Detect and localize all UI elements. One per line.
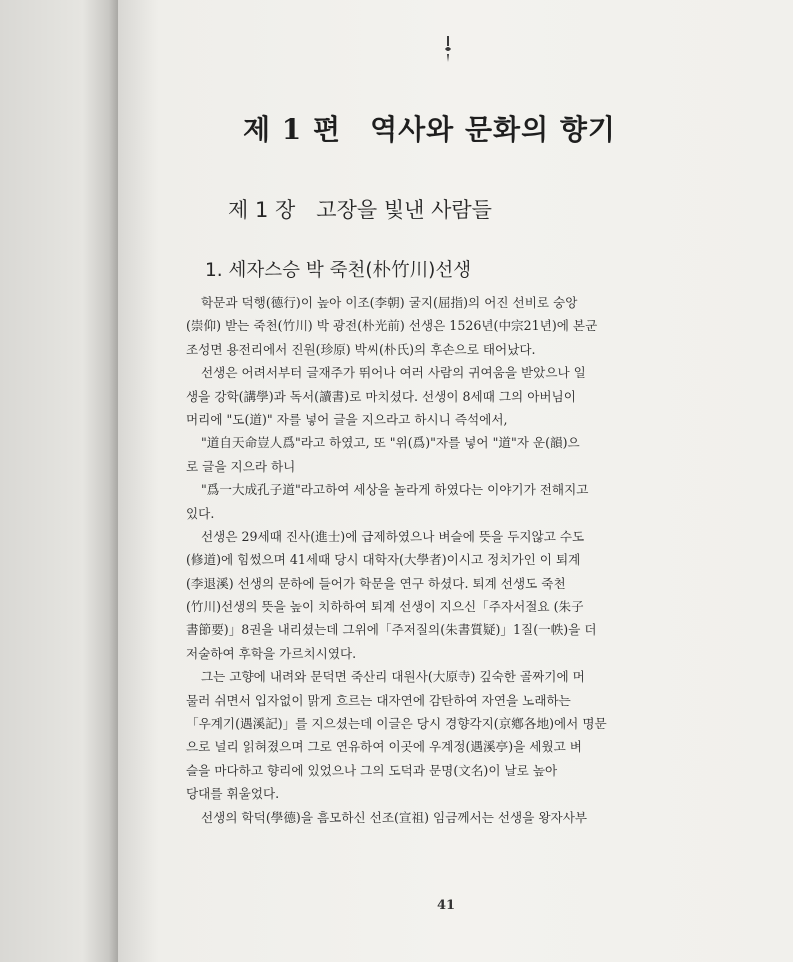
body-line: 생을 강학(講學)과 독서(讀書)로 마치셨다. 선생이 8세때 그의 아버님이	[186, 388, 576, 404]
chapter-title: 제 1 장 고장을 빛낸 사람들	[228, 198, 492, 222]
body-line: 조성면 용전리에서 진원(珍原) 박씨(朴氏)의 후손으로 태어났다.	[186, 341, 536, 357]
body-line: 학문과 덕행(德行)이 높아 이조(李朝) 굴지(屈指)의 어진 선비로 숭앙	[201, 295, 578, 310]
ink-mark	[443, 34, 453, 64]
part-title: 제 1 편 역사와 문화의 향기	[243, 113, 616, 146]
body-line: 선생은 어려서부터 글재주가 뛰어나 여러 사람의 귀여움을 받았으나 일	[201, 365, 586, 381]
body-line: 슬을 마다하고 향리에 있었으나 그의 도덕과 문명(文名)이 날로 높아	[186, 762, 558, 778]
body-line: 書節要)」8권을 내리셨는데 그위에「주저질의(朱書質疑)」1질(一帙)을 더	[186, 622, 597, 638]
body-line: 로 글을 지으라 하니	[186, 458, 296, 474]
body-line: 당대를 휘울었다.	[186, 786, 280, 802]
body-line: 저술하여 후학을 가르치시였다.	[186, 645, 357, 661]
section-title: 1. 세자스승 박 죽천(朴竹川)선생	[205, 260, 472, 281]
page-number: 41	[437, 898, 456, 913]
body-line: (崇仰) 받는 죽천(竹川) 박 광전(朴光前) 선생은 1526년(中宗21년)에 본군	[186, 318, 598, 334]
body-line: 머리에 "도(道)" 자를 넣어 글을 지으라고 하시니 즉석에서,	[186, 411, 508, 427]
body-line: 물러 쉬면서 입자없이 맑게 흐르는 대자연에 감탄하여 자연을 노래하는	[186, 692, 571, 708]
body-line: 「우계기(遇溪記)」를 지으셨는데 이글은 당시 경향각지(京鄕各地)에서 명문	[186, 716, 607, 732]
body-line: "爲一大成孔子道"라고하여 세상을 놀라게 하였다는 이야기가 전해지고	[201, 482, 589, 498]
body-line: (李退溪) 선생의 문하에 들어가 학문을 연구 하셨다. 퇴계 선생도 죽천	[186, 575, 566, 591]
ink-mark-shape	[443, 34, 453, 64]
body-text	[186, 291, 706, 829]
body-line: (修道)에 힘썼으며 41세때 당시 대학자(大學者)이시고 정치가인 이 퇴계	[186, 552, 581, 568]
body-line: 으로 널리 읽혀졌으며 그로 연유하여 이곳에 우계정(遇溪亭)을 세웠고 벼	[186, 739, 582, 755]
body-line: 그는 고향에 내려와 문덕면 죽산리 대원사(大原寺) 깊숙한 골짜기에 머	[201, 669, 585, 685]
book-binding	[0, 0, 118, 962]
body-line: (竹川)선생의 뜻을 높이 치하하여 퇴계 선생이 지으신「주자서절요 (朱子	[186, 599, 584, 615]
body-line: "道自天命豈人爲"라고 하였고, 또 "위(爲)"자를 넣어 "道"자 운(韻)으	[201, 435, 580, 451]
body-line: 있다.	[186, 505, 215, 521]
body-line: 선생의 학덕(學德)을 흠모하신 선조(宣祖) 임금께서는 선생을 왕자사부	[201, 809, 588, 825]
body-line: 선생은 29세때 진사(進士)에 급제하였으나 벼슬에 뜻을 두지않고 수도	[201, 528, 585, 544]
